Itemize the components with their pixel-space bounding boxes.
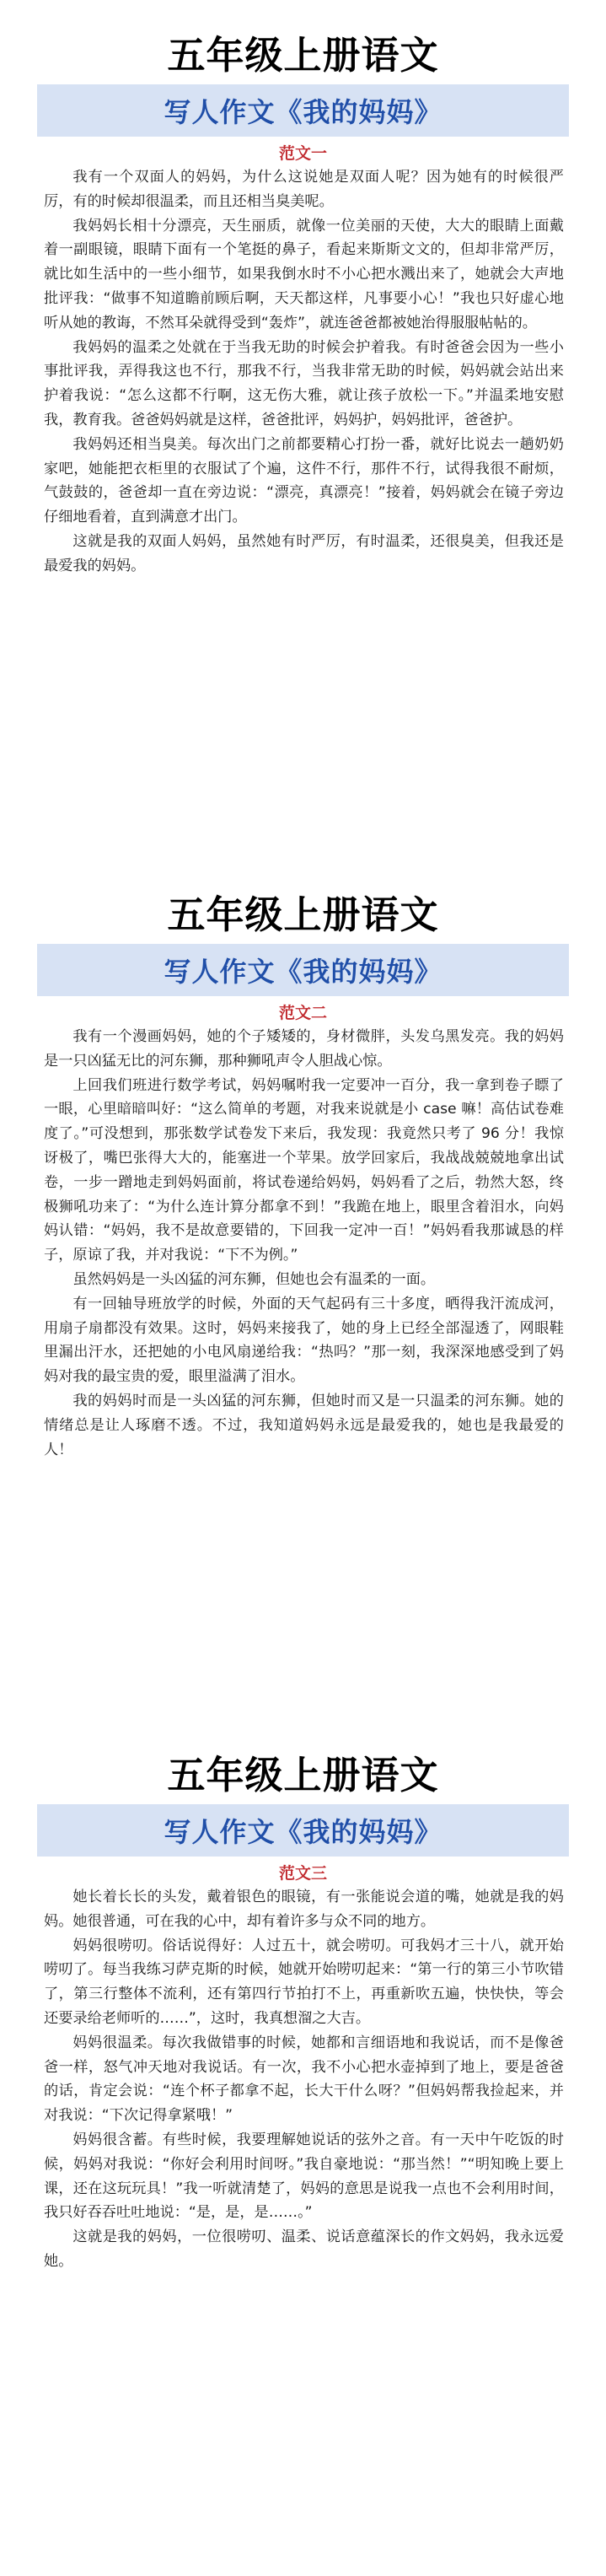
paragraph: 妈妈很唠叨。俗话说得好：人过五十，就会唠叨。可我妈才三十八，就开始唠叨了。每当我练习萨克斯的时候，她就开始唠叨起来：“第一行的第三小节吹错了，第三行整体不流利，还有第四行节拍打不上，再重新吹五遍，快快快，等会还要录给老师听的……”，这时，我真想溜之大吉。 [44, 1937, 564, 2027]
paragraph: 上回我们班进行数学考试，妈妈嘱咐我一定要冲一百分，我一拿到卷子瞟了一眼，心里暗暗叫好：“这么简单的考题，对我来说就是小 case 嘛！高估试卷难度了。”可没想到，那张数学试卷发下来后，我发现：我竟然只考了 96 分！我惊讶极了，嘴巴张得大大的，能塞进一个苹果。放学回家后，我战战兢兢地拿出试卷，一步一蹭地走到妈妈面前，将试卷递给妈妈，妈妈看了之后，勃然大怒，终极狮吼功来了：“为什么连计算分都拿不到！”我跪在地上，眼里含着泪水，向妈妈认错：“妈妈，我不是故意要错的，下回我一定冲一百！”妈妈看我那诚恳的样子，原谅了我，并对我说：“下不为例。” [44, 1076, 564, 1264]
paragraph: 她长着长长的头发，戴着银色的眼镜，有一张能说会道的嘴，她就是我的妈妈。她很普通，可在我的心中，却有着许多与众不同的地方。 [44, 1889, 564, 1930]
paragraph: 我的妈妈时而是一头凶猛的河东狮，但她时而又是一只温柔的河东狮。她的情绪总是让人琢磨不透。不过，我知道妈妈永远是最爱我的，她也是我最爱的人！ [44, 1392, 564, 1458]
essay-section-2 [0, 890, 606, 1462]
paragraph: 我妈妈长相十分漂亮，天生丽质，就像一位美丽的天使，大大的眼睛上面戴着一副眼镜，眼睛下面有一个笔挺的鼻子，看起来斯斯文文的，但却非常严厉，就比如生活中的一些小细节，如果我倒水时不小心把水溅出来了，她就会大声地批评我：“做事不知道瞻前顾后啊，天天都这样，凡事要小心！”我也只好虚心地听从她的教诲，不然耳朵就得受到“轰炸”，就连爸爸都被她治得服服帖帖的。 [44, 217, 564, 331]
paragraph: 这就是我的双面人妈妈，虽然她有时严厉，有时温柔，还很臭美，但我还是最爱我的妈妈。 [44, 532, 564, 574]
subtitle-banner [37, 944, 569, 996]
main-title: 五年级上册语文 [167, 33, 439, 78]
essay-label: 范文三 [278, 1864, 327, 1883]
paragraph: 有一回轴导班放学的时候，外面的天气起码有三十多度，晒得我汗流成河，用扇子扇都没有效果。这时，妈妈来接我了，她的身上已经全部湿透了，网眼鞋里漏出汗水，还把她的小电风扇递给我：“热吗？”那一刻，我深深地感受到了妈妈对我的最宝贵的爱，眼里溢满了泪水。 [44, 1295, 564, 1386]
paragraph: 这就是我的妈妈，一位很唠叨、温柔、说话意蕴深长的作文妈妈，我永远爱她。 [44, 2228, 564, 2270]
essay-label: 范文二 [278, 1004, 327, 1022]
main-title: 五年级上册语文 [167, 1753, 439, 1797]
essay-body [0, 165, 606, 579]
essay-section-1 [0, 30, 606, 579]
essay-body [0, 1025, 606, 1462]
subtitle-banner [37, 84, 569, 137]
main-title: 五年级上册语文 [167, 892, 439, 937]
paragraph: 我妈妈还相当臭美。每次出门之前都要精心打扮一番，就好比说去一趟奶奶家吧，她能把衣柜里的衣服试了个遍，这件不行，那件不行，试得我很不耐烦，气鼓鼓的，爸爸却一直在旁边说：“漂亮，真漂亮！”接着，妈妈就会在镜子旁边仔细地看着，直到满意才出门。 [44, 435, 564, 526]
subtitle-banner [37, 1804, 569, 1857]
paragraph: 妈妈很含蓄。有些时候，我要理解她说话的弦外之音。有一天中午吃饭的时候，妈妈对我说：“你好会利用时间呀。”我自豪地说：“那当然！”“明知晚上要上课，还在这玩玩具！”我一听就清楚了，妈妈的意思是说我一点也不会利用时间，我只好吞吞吐吐地说：“是，是，是……。” [44, 2131, 564, 2222]
paragraph: 我妈妈的温柔之处就在于当我无助的时候会护着我。有时爸爸会因为一些小事批评我，弄得我这也不行，那我不行，当我非常无助的时候，妈妈就会站出来护着我说：“怎么这都不行啊，这无伤大雅，就让孩子放松一下。”并温柔地安慰我，教育我。爸爸妈妈就是这样，爸爸批评，妈妈护，妈妈批评，爸爸护。 [44, 338, 564, 428]
subtitle: 写人作文《我的妈妈》 [164, 96, 442, 128]
subtitle: 写人作文《我的妈妈》 [164, 956, 442, 988]
paragraph: 我有一个双面人的妈妈，为什么这说她是双面人呢？因为她有的时候很严厉，有的时候却很温柔，而且还相当臭美呢。 [44, 169, 564, 210]
paragraph: 我有一个漫画妈妈，她的个子矮矮的，身材微胖，头发乌黑发亮。我的妈妈是一只凶猛无比的河东狮，那种狮吼声令人胆战心惊。 [44, 1028, 564, 1070]
paragraph: 虽然妈妈是一头凶猛的河东狮，但她也会有温柔的一面。 [72, 1270, 436, 1288]
paragraph: 妈妈很温柔。每次我做错事的时候，她都和言细语地和我说话，而不是像爸爸一样，怒气冲天地对我说话。有一次，我不小心把水壶掉到了地上，要是爸爸的话，肯定会说：“连个杯子都拿不起，长大干什么呀？”但妈妈帮我捡起来，并对我说：“下次记得拿紧哦！” [44, 2034, 564, 2125]
essay-section-3 [0, 1750, 606, 2274]
essay-body [0, 1885, 606, 2274]
subtitle: 写人作文《我的妈妈》 [164, 1816, 442, 1848]
essay-label: 范文一 [278, 144, 327, 163]
